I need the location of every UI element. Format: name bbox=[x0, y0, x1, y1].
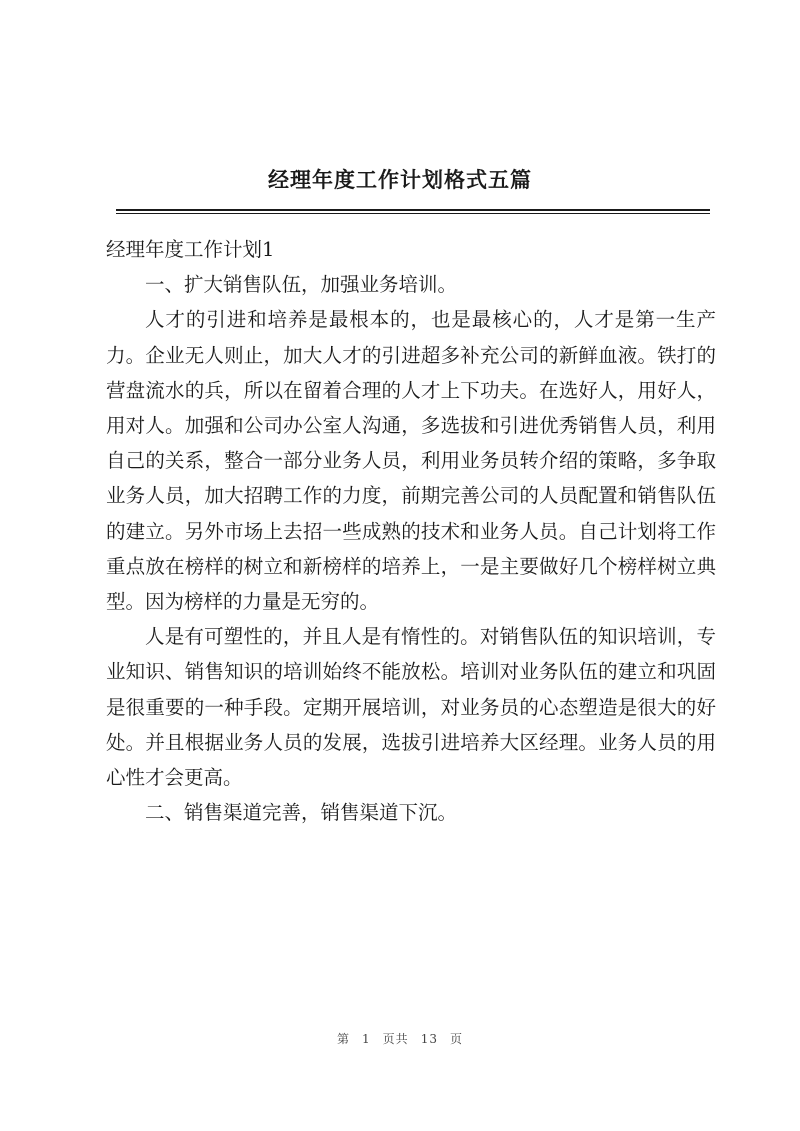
plan-subtitle: 经理年度工作计划1 bbox=[106, 238, 275, 261]
footer-prefix: 第 bbox=[337, 1032, 351, 1046]
footer-middle: 页共 bbox=[382, 1032, 409, 1046]
footer-total-pages: 13 bbox=[420, 1032, 438, 1046]
paragraph: 人才的引进和培养是最根本的，也是最核心的，人才是第一生产力。企业无人则止，加大人才的引进超多补充公司的新鲜血液。铁打的营盘流水的兵，所以在留着合理的人才上下功夫。在选好人，用好人，用对人。加强和公司办公室人沟通，多选拔和引进优秀销售人员，利用自己的关系，整合一部分业务人员，利用业务员转介绍的策略，多争取业务人员，加大招聘工作的力度，前期完善公司的人员配置和销售队伍的建立。另外市场上去招一些成熟的技术和业务人员。自己计划将工作重点放在榜样的树立和新榜样的培养上，一是主要做好几个榜样树立典型。因为榜样的力量是无穷的。 bbox=[106, 308, 716, 614]
section-heading: 二、销售渠道完善，销售渠道下沉。 bbox=[145, 801, 458, 825]
footer-page-number: 1 bbox=[362, 1032, 371, 1046]
section-heading: 一、扩大销售队伍，加强业务培训。 bbox=[145, 273, 458, 297]
footer-suffix: 页 bbox=[449, 1032, 463, 1046]
page-footer bbox=[0, 1030, 800, 1047]
paragraph: 人是有可塑性的，并且人是有惰性的。对销售队伍的知识培训，专业知识、销售知识的培训始终不能放松。培训对业务队伍的建立和巩固是很重要的一种手段。定期开展培训，对业务员的心态塑造是很大的好处。并且根据业务人员的发展，选拔引进培养大区经理。业务人员的用心性才会更高。 bbox=[106, 625, 716, 790]
document-body bbox=[106, 232, 716, 830]
title-divider bbox=[116, 209, 710, 214]
document-title: 经理年度工作计划格式五篇 bbox=[268, 167, 532, 192]
